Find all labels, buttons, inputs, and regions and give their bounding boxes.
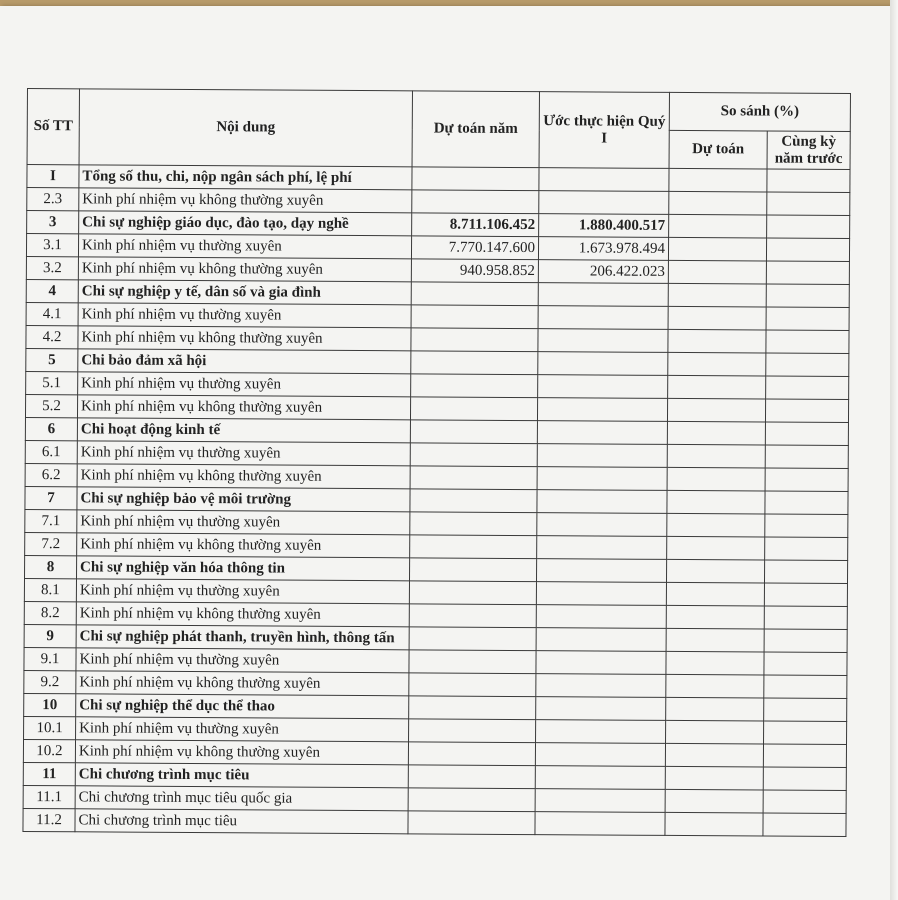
row-uoc-thuc-hien <box>536 582 666 606</box>
row-so-sanh-cung-ky <box>764 583 847 607</box>
row-uoc-thuc-hien <box>538 375 668 399</box>
row-uoc-thuc-hien <box>537 444 667 468</box>
row-so-sanh-du-toan <box>668 283 766 307</box>
table-row <box>23 808 846 836</box>
row-so-sanh-du-toan <box>665 812 763 836</box>
row-uoc-thuc-hien <box>535 789 665 813</box>
row-stt: 10.1 <box>24 716 76 739</box>
row-noi-dung: Chi bảo đảm xã hội <box>78 349 411 374</box>
row-noi-dung: Kinh phí nhiệm vụ thường xuyên <box>77 510 410 535</box>
header-so-sanh-cung-ky: Cùng kỳ năm trước <box>767 131 850 170</box>
row-so-sanh-du-toan <box>667 536 765 560</box>
row-so-sanh-cung-ky <box>765 514 848 538</box>
row-noi-dung: Chi chương trình mục tiêu <box>75 763 408 788</box>
row-du-toan-nam <box>409 719 536 743</box>
row-stt: 10 <box>24 693 76 716</box>
row-du-toan-nam <box>410 535 537 559</box>
row-uoc-thuc-hien <box>536 628 666 652</box>
row-uoc-thuc-hien <box>536 559 666 583</box>
row-stt: 4.2 <box>26 325 78 348</box>
row-noi-dung: Kinh phí nhiệm vụ không thường xuyên <box>77 533 410 558</box>
row-noi-dung: Kinh phí nhiệm vụ thường xuyên <box>76 579 409 604</box>
row-du-toan-nam <box>410 466 537 490</box>
row-uoc-thuc-hien <box>535 766 665 790</box>
row-stt: 9.1 <box>24 647 76 670</box>
row-so-sanh-du-toan <box>667 421 765 445</box>
row-so-sanh-du-toan <box>666 582 764 606</box>
row-uoc-thuc-hien: 206.422.023 <box>538 260 668 284</box>
header-uoc-thuc-hien: Ước thực hiện Quý I <box>539 92 669 169</box>
row-stt: 5 <box>26 348 78 371</box>
row-uoc-thuc-hien <box>538 306 668 330</box>
row-stt: 3.1 <box>26 234 78 257</box>
row-uoc-thuc-hien <box>536 697 666 721</box>
row-du-toan-nam <box>412 167 539 191</box>
row-stt: 11.2 <box>23 808 75 831</box>
budget-table <box>22 88 851 837</box>
row-so-sanh-cung-ky <box>767 192 850 216</box>
row-du-toan-nam: 940.958.852 <box>411 259 538 283</box>
row-noi-dung: Kinh phí nhiệm vụ không thường xuyên <box>78 257 411 282</box>
row-stt: 3.2 <box>26 256 78 279</box>
row-so-sanh-cung-ky <box>766 284 849 308</box>
row-uoc-thuc-hien <box>535 812 665 836</box>
row-noi-dung: Chi sự nghiệp bảo vệ môi trường <box>77 487 410 512</box>
row-noi-dung: Chi hoạt động kinh tế <box>77 418 410 443</box>
row-noi-dung: Kinh phí nhiệm vụ thường xuyên <box>76 717 409 742</box>
row-noi-dung: Tổng số thu, chi, nộp ngân sách phí, lệ phí <box>79 165 412 190</box>
row-so-sanh-cung-ky <box>765 445 848 469</box>
row-so-sanh-du-toan <box>666 674 764 698</box>
row-noi-dung: Chi sự nghiệp giáo dục, đào tạo, dạy nghề <box>79 211 412 236</box>
row-du-toan-nam <box>409 650 536 674</box>
row-du-toan-nam <box>410 512 537 536</box>
row-uoc-thuc-hien <box>539 191 669 215</box>
row-so-sanh-du-toan <box>667 398 765 422</box>
row-noi-dung: Chi chương trình mục tiêu <box>75 809 408 834</box>
row-du-toan-nam <box>409 581 536 605</box>
row-so-sanh-du-toan <box>666 720 764 744</box>
row-du-toan-nam <box>410 397 537 421</box>
row-uoc-thuc-hien: 1.673.978.494 <box>538 237 668 261</box>
row-du-toan-nam <box>409 696 536 720</box>
row-uoc-thuc-hien <box>536 605 666 629</box>
row-so-sanh-cung-ky <box>764 652 847 676</box>
row-so-sanh-cung-ky <box>764 629 847 653</box>
row-noi-dung: Chi chương trình mục tiêu quốc gia <box>75 786 408 811</box>
row-so-sanh-du-toan <box>668 237 766 261</box>
row-noi-dung: Kinh phí nhiệm vụ không thường xuyên <box>76 671 409 696</box>
row-stt: 8 <box>25 555 77 578</box>
row-so-sanh-du-toan <box>669 191 767 215</box>
row-so-sanh-cung-ky <box>764 698 847 722</box>
row-noi-dung: Chi sự nghiệp văn hóa thông tin <box>77 556 410 581</box>
row-stt: 9 <box>24 624 76 647</box>
row-stt: 5.2 <box>25 394 77 417</box>
row-uoc-thuc-hien <box>536 674 666 698</box>
header-so-sanh: So sánh (%) <box>669 92 850 131</box>
row-stt: 4.1 <box>26 302 78 325</box>
row-stt: I <box>27 165 79 188</box>
row-so-sanh-du-toan <box>667 444 765 468</box>
row-so-sanh-du-toan <box>669 168 767 192</box>
header-so-sanh-du-toan: Dự toán <box>669 130 767 169</box>
row-so-sanh-du-toan <box>666 628 764 652</box>
header-stt: Số TT <box>27 89 79 165</box>
row-so-sanh-cung-ky <box>765 491 848 515</box>
row-so-sanh-du-toan <box>668 329 766 353</box>
row-noi-dung: Chi sự nghiệp phát thanh, truyền hình, thông tấn <box>76 625 409 650</box>
row-stt: 8.1 <box>24 578 76 601</box>
row-so-sanh-cung-ky <box>764 606 847 630</box>
row-so-sanh-du-toan <box>666 697 764 721</box>
row-stt: 6.1 <box>25 440 77 463</box>
row-so-sanh-du-toan <box>669 214 767 238</box>
row-so-sanh-du-toan <box>667 490 765 514</box>
row-noi-dung: Chi sự nghiệp thể dục thể thao <box>76 694 409 719</box>
row-uoc-thuc-hien <box>537 490 667 514</box>
row-so-sanh-du-toan <box>666 651 764 675</box>
row-noi-dung: Kinh phí nhiệm vụ không thường xuyên <box>77 395 410 420</box>
row-so-sanh-cung-ky <box>766 376 849 400</box>
row-du-toan-nam <box>408 742 535 766</box>
paper-edge <box>890 0 898 900</box>
row-du-toan-nam <box>411 374 538 398</box>
row-uoc-thuc-hien <box>538 283 668 307</box>
row-so-sanh-cung-ky <box>763 744 846 768</box>
row-noi-dung: Kinh phí nhiệm vụ không thường xuyên <box>76 602 409 627</box>
row-so-sanh-du-toan <box>668 260 766 284</box>
row-stt: 11.1 <box>23 785 75 808</box>
row-noi-dung: Kinh phí nhiệm vụ thường xuyên <box>78 372 411 397</box>
row-noi-dung: Kinh phí nhiệm vụ không thường xuyên <box>79 188 412 213</box>
row-stt: 10.2 <box>23 739 75 762</box>
header-du-toan-nam: Dự toán năm <box>412 91 539 168</box>
row-so-sanh-du-toan <box>665 789 763 813</box>
row-stt: 7.1 <box>25 509 77 532</box>
row-du-toan-nam: 8.711.106.452 <box>412 213 539 237</box>
row-so-sanh-du-toan <box>665 766 763 790</box>
row-du-toan-nam <box>409 558 536 582</box>
row-noi-dung: Chi sự nghiệp y tế, dân số và gia đình <box>78 280 411 305</box>
row-uoc-thuc-hien <box>537 513 667 537</box>
row-so-sanh-du-toan <box>668 352 766 376</box>
row-so-sanh-cung-ky <box>766 330 849 354</box>
row-du-toan-nam <box>409 673 536 697</box>
row-so-sanh-cung-ky <box>764 675 847 699</box>
row-so-sanh-cung-ky <box>766 353 849 377</box>
row-du-toan-nam <box>409 604 536 628</box>
row-so-sanh-cung-ky <box>766 261 849 285</box>
row-so-sanh-cung-ky <box>764 721 847 745</box>
row-uoc-thuc-hien: 1.880.400.517 <box>539 214 669 238</box>
row-noi-dung: Kinh phí nhiệm vụ thường xuyên <box>77 441 410 466</box>
row-stt: 2.3 <box>27 188 79 211</box>
row-uoc-thuc-hien <box>539 168 669 192</box>
row-stt: 5.1 <box>26 371 78 394</box>
row-stt: 11 <box>23 762 75 785</box>
table-body <box>23 165 850 837</box>
row-uoc-thuc-hien <box>537 467 667 491</box>
row-noi-dung: Kinh phí nhiệm vụ thường xuyên <box>78 303 411 328</box>
row-stt: 8.2 <box>24 601 76 624</box>
row-du-toan-nam <box>410 420 537 444</box>
row-du-toan-nam <box>410 443 537 467</box>
row-uoc-thuc-hien <box>538 352 668 376</box>
row-noi-dung: Kinh phí nhiệm vụ không thường xuyên <box>77 464 410 489</box>
row-so-sanh-du-toan <box>666 605 764 629</box>
row-so-sanh-cung-ky <box>765 399 848 423</box>
row-so-sanh-cung-ky <box>766 307 849 331</box>
row-uoc-thuc-hien <box>536 651 666 675</box>
row-stt: 6 <box>25 417 77 440</box>
row-du-toan-nam <box>411 351 538 375</box>
row-du-toan-nam <box>411 282 538 306</box>
row-noi-dung: Kinh phí nhiệm vụ không thường xuyên <box>78 326 411 351</box>
row-so-sanh-cung-ky <box>763 790 846 814</box>
row-du-toan-nam <box>408 788 535 812</box>
row-noi-dung: Kinh phí nhiệm vụ thường xuyên <box>76 648 409 673</box>
row-so-sanh-cung-ky <box>763 767 846 791</box>
row-so-sanh-du-toan <box>668 375 766 399</box>
row-uoc-thuc-hien <box>536 720 666 744</box>
row-so-sanh-cung-ky <box>764 560 847 584</box>
row-stt: 6.2 <box>25 463 77 486</box>
row-noi-dung: Kinh phí nhiệm vụ thường xuyên <box>78 234 411 259</box>
row-du-toan-nam <box>412 190 539 214</box>
row-uoc-thuc-hien <box>537 421 667 445</box>
row-stt: 7.2 <box>25 532 77 555</box>
row-du-toan-nam: 7.770.147.600 <box>411 236 538 260</box>
header-noi-dung: Nội dung <box>79 89 412 167</box>
row-so-sanh-du-toan <box>668 306 766 330</box>
row-so-sanh-cung-ky <box>765 468 848 492</box>
row-noi-dung: Kinh phí nhiệm vụ không thường xuyên <box>75 740 408 765</box>
row-stt: 9.2 <box>24 670 76 693</box>
row-so-sanh-cung-ky <box>765 422 848 446</box>
row-stt: 3 <box>27 211 79 234</box>
row-so-sanh-du-toan <box>666 559 764 583</box>
row-du-toan-nam <box>408 811 535 835</box>
row-uoc-thuc-hien <box>537 398 667 422</box>
row-so-sanh-cung-ky <box>766 238 849 262</box>
row-uoc-thuc-hien <box>537 536 667 560</box>
row-so-sanh-cung-ky <box>765 537 848 561</box>
row-uoc-thuc-hien <box>538 329 668 353</box>
row-so-sanh-cung-ky <box>767 169 850 193</box>
row-du-toan-nam <box>411 328 538 352</box>
row-uoc-thuc-hien <box>535 743 665 767</box>
row-so-sanh-cung-ky <box>767 215 850 239</box>
row-so-sanh-du-toan <box>667 513 765 537</box>
row-du-toan-nam <box>409 627 536 651</box>
row-du-toan-nam <box>410 489 537 513</box>
row-so-sanh-du-toan <box>667 467 765 491</box>
row-stt: 7 <box>25 486 77 509</box>
row-du-toan-nam <box>408 765 535 789</box>
row-so-sanh-cung-ky <box>763 813 846 837</box>
row-stt: 4 <box>26 279 78 302</box>
row-so-sanh-du-toan <box>665 743 763 767</box>
row-du-toan-nam <box>411 305 538 329</box>
